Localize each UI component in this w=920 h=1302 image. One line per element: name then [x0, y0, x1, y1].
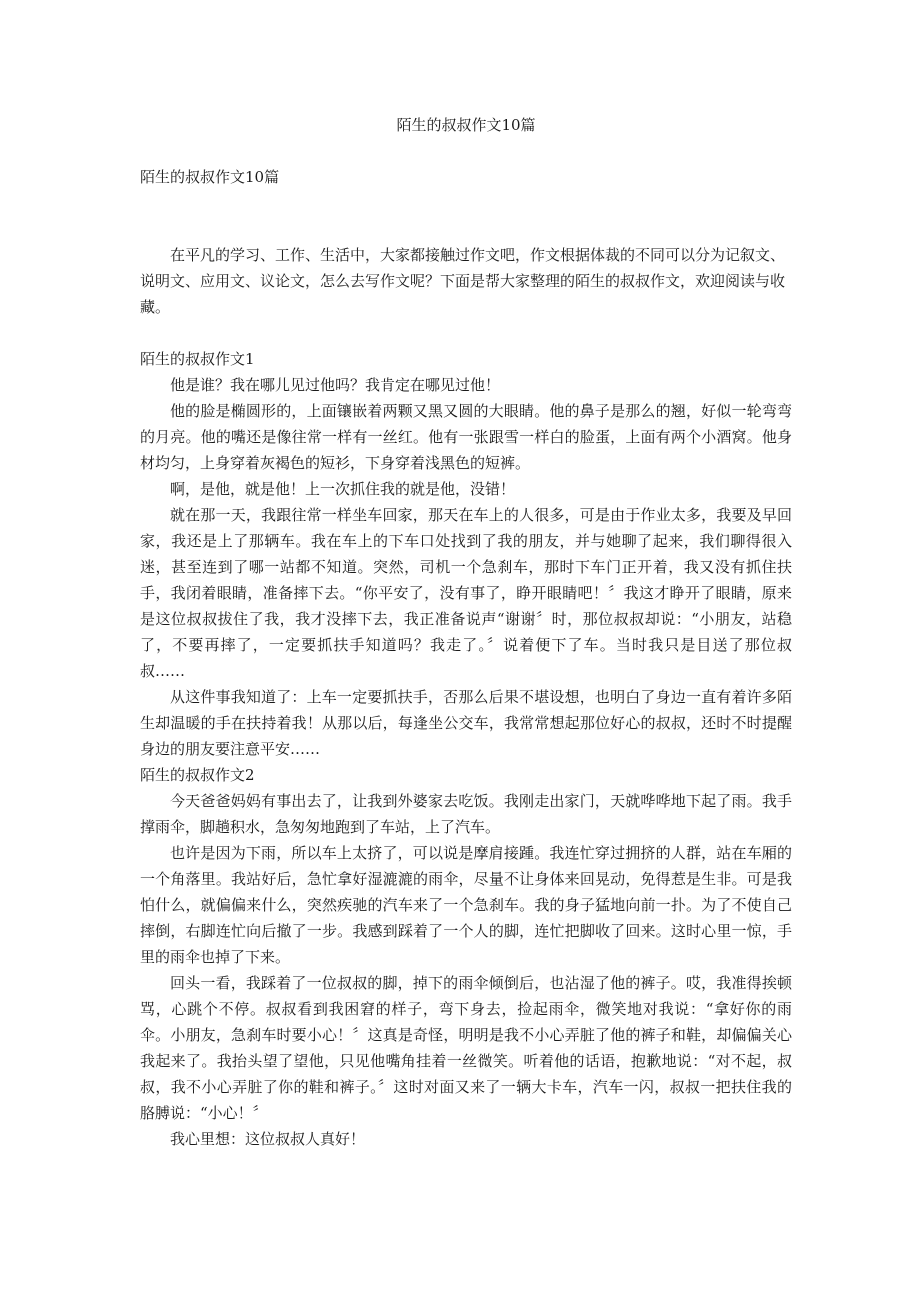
paragraph: 啊，是他，就是他！上一次抓住我的就是他，没错！	[170, 480, 516, 498]
section-heading: 陌生的叔叔作文2	[140, 766, 255, 784]
intro-paragraph: 在平凡的学习、工作、生活中，大家都接触过作文吧，作文根据体裁的不同可以分为记叙文、说明文、应用文、议论文，怎么去写作文呢？下面是帮大家整理的陌生的叔叔作文，欢迎阅读与收藏。	[140, 246, 786, 316]
spacer	[140, 216, 792, 242]
paragraph: 我心里想：这位叔叔人真好！	[170, 1130, 366, 1148]
paragraph: 他是谁？我在哪儿见过他吗？我肯定在哪见过他！	[170, 376, 501, 394]
paragraph: 就在那一天，我跟往常一样坐车回家，那天在车上的人很多，可是由于作业太多，我要及早回家，我还是上了那辆车。我在车上的下车口处找到了我的朋友，并与她聊了起来，我们聊得很入迷，甚至连到了哪一站都不知道。突然，司机一个急刹车，那时下车门正开着，我又没有抓住扶手，我闭着眼睛，准备摔下去。“你平安了，没有事了，睁开眼睛吧！〞我这才睁开了眼睛，原来是这位叔叔拔住了我，我才没摔下去，我正准备说声“谢谢〞时，那位叔叔却说：“小朋友，站稳了，不要再摔了，一定要抓扶手知道吗？我走了。〞说着便下了车。当时我只是目送了那位叔叔……	[140, 506, 792, 680]
paragraph: 从这件事我知道了：上车一定要抓扶手，否那么后果不堪设想，也明白了身边一直有着许多陌生却温暖的手在扶持着我！从那以后，每逢坐公交车，我常常想起那位好心的叔叔，还时不时提醒身边的朋友要注意平安……	[140, 688, 792, 758]
paragraph: 他的脸是椭圆形的，上面镶嵌着两颗又黑又圆的大眼睛。他的鼻子是那么的翘，好似一轮弯弯的月亮。他的嘴还是像往常一样有一丝红。他有一张跟雪一样白的脸蛋，上面有两个小酒窝。他身材均匀，上身穿着灰褐色的短衫，下身穿着浅黑色的短裤。	[140, 402, 792, 472]
section-2	[140, 762, 792, 1152]
section-heading: 陌生的叔叔作文1	[140, 350, 255, 368]
paragraph: 今天爸爸妈妈有事出去了，让我到外婆家去吃饭。我刚走出家门，天就哗哗地下起了雨。我手撑雨伞，脚趟积水，急匆匆地跑到了车站，上了汽车。	[140, 792, 792, 836]
spacer	[140, 320, 792, 346]
paragraph: 也许是因为下雨，所以车上太挤了，可以说是摩肩接踵。我连忙穿过拥挤的人群，站在车厢的一个角落里。我站好后，急忙拿好湿漉漉的雨伞，尽量不让身体来回晃动，免得惹是生非。可是我怕什么，就偏偏来什么，突然疾驰的汽车来了一个急刹车。我的身子猛地向前一扑。为了不使自己摔倒，右脚连忙向后撤了一步。我感到踩着了一个人的脚，连忙把脚收了回来。这时心里一惊，手里的雨伞也掉了下来。	[140, 844, 792, 966]
paragraph: 回头一看，我踩着了一位叔叔的脚，掉下的雨伞倾倒后，也沾湿了他的裤子。哎，我准得挨顿骂，心跳个不停。叔叔看到我困窘的样子，弯下身去，捡起雨伞，微笑地对我说：“拿好你的雨伞。小朋友，急刹车时要小心！〞这真是奇怪，明明是我不小心弄脏了他的裤子和鞋，却偏偏关心我起来了。我抬头望了望他，只见他嘴角挂着一丝微笑。听着他的话语，抱歉地说：“对不起，叔叔，我不小心弄脏了你的鞋和裤子。〞这时对面又来了一辆大卡车，汽车一闪，叔叔一把扶住我的胳膊说：“小心！〞	[140, 974, 792, 1122]
section-1	[140, 346, 792, 762]
document-title: 陌生的叔叔作文10篇	[396, 116, 536, 134]
document-subtitle: 陌生的叔叔作文10篇	[140, 168, 280, 186]
